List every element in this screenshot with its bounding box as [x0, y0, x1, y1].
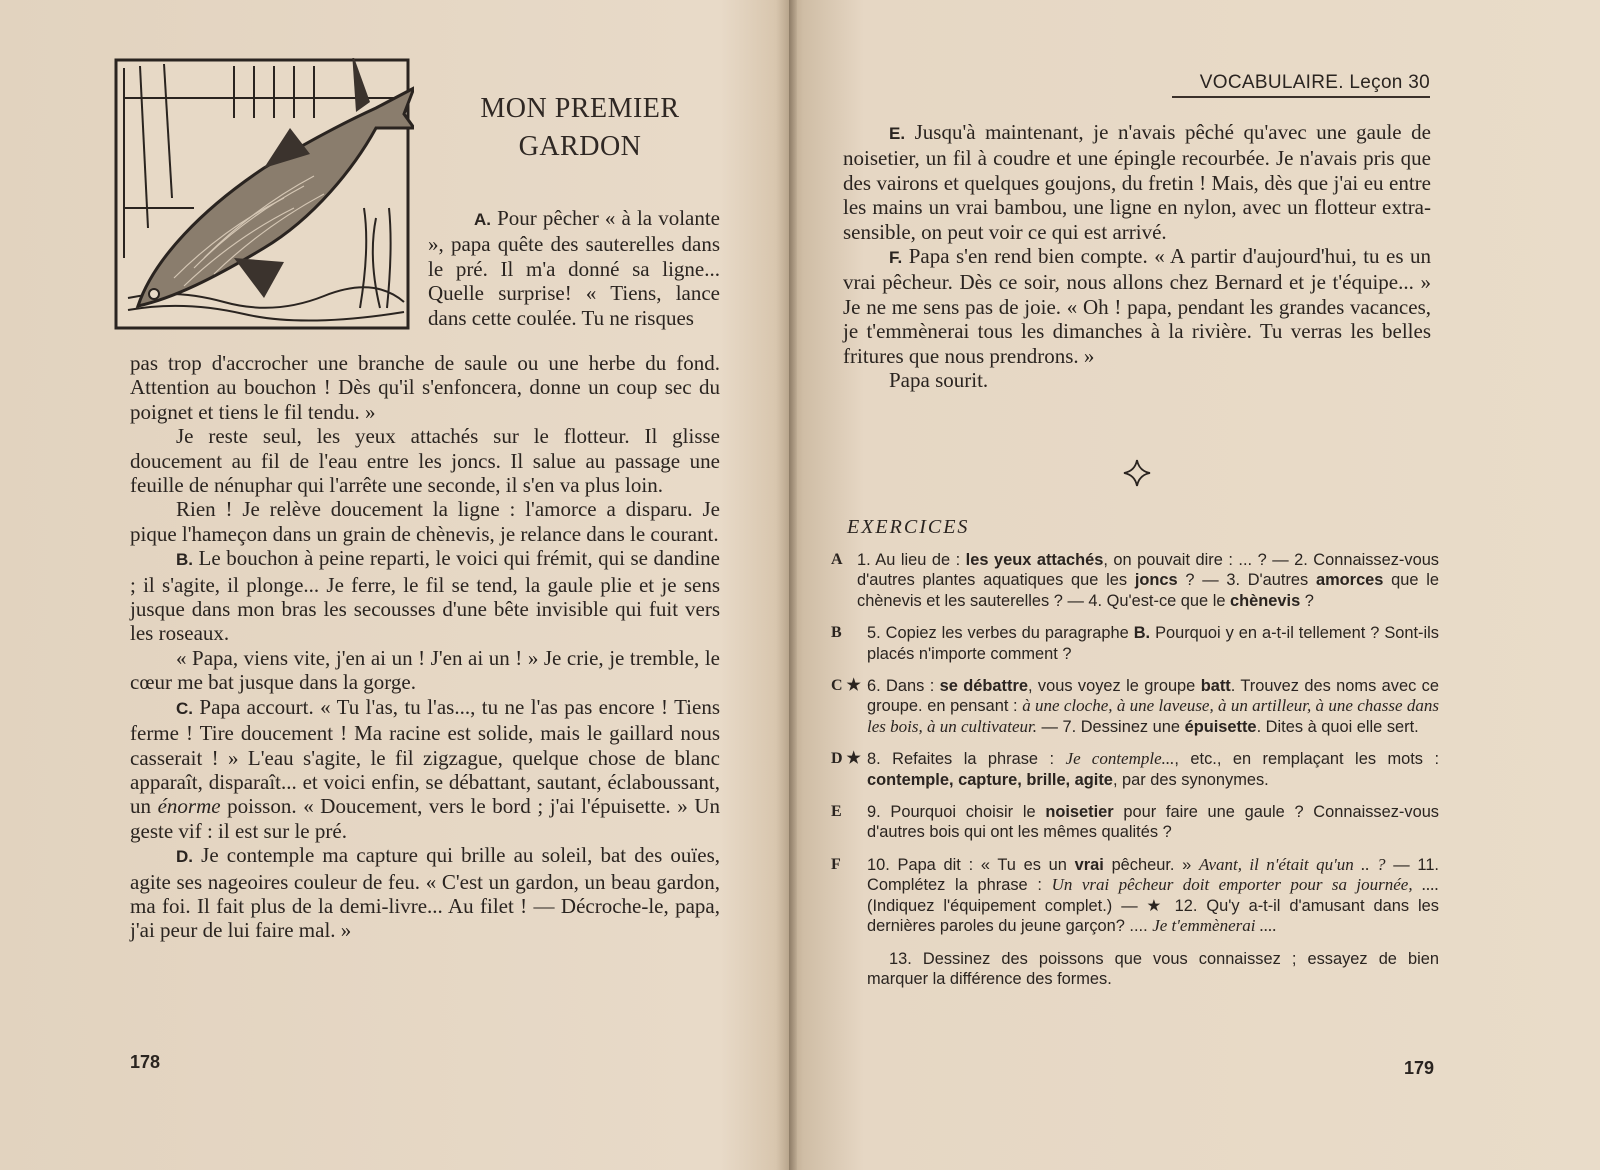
page-number-left: 178 [130, 1052, 161, 1072]
ex-c-italic-1: à une cloche, à une laveuse, à un artilleur, à une chasse dans les bois, à un cultivateur. [867, 696, 1439, 736]
ex-a-text-2: , on pouvait dire : ... ? — 2. Connaissez-vous d'autres plantes aquatiques que les [857, 551, 1439, 590]
ex-f-italic-3: Je t'emmènerai .... [1152, 916, 1277, 936]
ex-b-bold-1: B. [1133, 624, 1151, 643]
ex-b-text-2: Pourquoi y en a-t-il tellement ? Sont-ils placés n'importe comment ? [867, 624, 1439, 663]
ex-c-text-4: — 7. Dessinez une [1041, 717, 1181, 736]
ex-a-text-1: 1. Au lieu de : [857, 551, 961, 569]
ex-f-text-3: — 11. Complétez la phrase : [867, 855, 1439, 895]
exercise-13 [831, 949, 1439, 990]
exercise-b [831, 623, 1439, 664]
paragraph-marker-f: F. [889, 248, 903, 268]
ex-d-text-3: , par des synonymes. [1112, 770, 1269, 789]
paragraph-c-italic: énorme [157, 794, 221, 819]
ex-f-bold-1: vrai [1074, 855, 1104, 874]
ex-c-text-3: . Trouvez des noms avec ce groupe. en pensant : [867, 677, 1439, 716]
book-gutter [789, 0, 797, 1170]
exercise-letter-b: B [831, 624, 842, 642]
running-header: VOCABULAIRE. Leçon 30 [1172, 72, 1430, 98]
paragraph-a-start [428, 206, 720, 330]
ex-f-italic-2: Un vrai pêcheur doit emporter pour sa journée, .... [1051, 875, 1440, 895]
paragraph-sourit: Papa sourit. [889, 368, 989, 393]
exercise-f [831, 855, 1439, 937]
paragraph-d-text: Je contemple ma capture qui brille au soleil, bat des ouïes, agite ses nageoires couleur de feu. « C'est un gardon, un beau gardon, ma foi. Il fait plus de la demi-livre... Au filet ! — Décroche-le, papa, j'ai peur de lui faire mal. » [130, 843, 720, 943]
exercise-e [831, 802, 1439, 843]
exercise-letter-f: F [831, 855, 841, 873]
ex-a-bold-3: amorces [1315, 571, 1384, 590]
fish-woodcut-icon [114, 58, 414, 334]
exercise-letter-a: A [831, 551, 843, 568]
title-line-1: MON PREMIER [480, 93, 680, 124]
left-page-body [130, 351, 720, 943]
ex-b-text-1: 5. Copiez les verbes du paragraphe [867, 624, 1129, 643]
paragraph-a-text: Pour pêcher « à la volante », papa quête des sauterelles dans le pré. Il m'a donné sa ligne... Quelle surprise! « Tiens, lance dans cette coulée. Tu ne risques [428, 206, 721, 330]
title-line-2: GARDON [518, 131, 642, 162]
paragraph-c-text-2: poisson. « Doucement, vers le bord ; j'ai l'épuisette. » Un geste vif : il est sur le pré. [130, 794, 720, 843]
ex-c-text-5: . Dites à quoi elle sert. [1256, 717, 1419, 736]
ex-c-bold-2: batt [1200, 677, 1231, 696]
ex-d-italic-1: Je contemple... [1065, 749, 1175, 769]
exercise-letter-c: C ★ [831, 677, 861, 695]
ex-c-text-1: 6. Dans : [867, 677, 935, 696]
exercises-list [831, 550, 1439, 1001]
right-page-body [843, 120, 1431, 392]
ex-a-text-4: que le chènevis et les sauterelles ? — 4. Qu'est-ce que le [857, 571, 1439, 610]
ex-e-text-2: pour faire une gaule ? Connaissez-vous d'autres bois qui ont les mêmes qualités ? [867, 803, 1440, 842]
ex-a-text-5: ? [1304, 591, 1314, 610]
ex-e-text-1: 9. Pourquoi choisir le [867, 803, 1036, 822]
paragraph-e-text: Jusqu'à maintenant, je n'avais pêché qu'avec une gaule de noisetier, un fil à coudre et une épingle recourbée. Je n'avais pris que des vairons et quelques goujons, du fretin ! Mais, dès que j'ai eu entre les mains un vrai bambou, une ligne en nylon, avec un flotteur extra-sensible, on peut voir ce qui est arrivé. [843, 120, 1431, 244]
ex-a-bold-1: les yeux attachés [965, 551, 1104, 569]
exercise-d [831, 749, 1439, 790]
paragraph-marker-e: E. [889, 124, 906, 143]
ex-d-text-2: , etc., en remplaçant les mots : [1174, 750, 1439, 769]
paragraph-a-continuation: pas trop d'accrocher une branche de saule ou une herbe du fond. Attention au bouchon ! Dès qu'il s'enfoncera, donne un coup sec du poignet et tiens le fil tendu. » [130, 351, 720, 424]
paragraph-marker-c: C. [176, 698, 193, 718]
page-number-right: 179 [1404, 1058, 1435, 1078]
paragraph-marker-d: D. [176, 847, 193, 867]
four-point-star-icon [1122, 458, 1152, 488]
exercises-title: EXERCICES [847, 516, 970, 538]
ex-e-bold-1: noisetier [1045, 803, 1114, 822]
exercise-a [831, 550, 1439, 611]
ex-d-bold-1: contemple, capture, brille, agite [867, 770, 1113, 789]
exercise-letter-d: D ★ [831, 750, 861, 768]
ex-c-bold-3: épuisette [1184, 717, 1257, 736]
left-page [0, 0, 790, 1170]
ex-f-text-4: (Indiquez l'équipement complet.) — ★ 12. Qu'y a-t-il d'amusant dans les dernières paroles du jeune garçon? .... [867, 896, 1439, 936]
ex-f-text-2: pêcheur. » [1111, 855, 1192, 874]
story-title [470, 90, 690, 166]
paragraph-reste: Je reste seul, les yeux attachés sur le flotteur. Il glisse doucement au fil de l'eau entre les joncs. Il salue au passage une feuille de nénuphar qui l'arrête une seconde, il s'en va plus loin. [130, 424, 720, 498]
ex-a-text-3: ? — 3. D'autres [1185, 571, 1309, 590]
ex-13-text: 13. Dessinez des poissons que vous connaissez ; essayez de bien marquer la différence des formes. [867, 949, 1439, 988]
paragraph-rien: Rien ! Je relève doucement la ligne : l'amorce a disparu. Je pique l'hameçon dans un grain de chènevis, je relance dans le courant. [130, 497, 720, 546]
paragraph-c-text-1: Papa accourt. « Tu l'as, tu l'as..., tu ne l'as pas encore ! Tiens ferme ! Tire doucement ! Ma racine est solide, mais le gaillard nous casserait ! » L'eau s'agite, le fil zigzague, quelque chose de blanc apparaît, disparaît... et voici enfin, se débattant, sautant, éclaboussant, un [130, 694, 721, 819]
right-page [797, 0, 1600, 1170]
ex-f-text-1: 10. Papa dit : « Tu es un [867, 855, 1067, 874]
paragraph-b-text: Le bouchon à peine reparti, le voici qui frémit, qui se dandine ; il s'agite, il plonge... Je ferre, le fil se tend, la gaule plie et je sens jusque dans mon bras les secousses d'une bête invisible qui fuit vers les roseaux. [130, 546, 720, 646]
exercise-letter-e: E [831, 803, 842, 821]
paragraph-f-text: Papa s'en rend bien compte. « A partir d'aujourd'hui, tu es un vrai pêcheur. Dès ce soir, nous allons chez Bernard et je t'équipe... » Je ne me sens pas de joie. « Oh ! papa, pendant les grandes vacances, je t'emmènerai tous les dimanches à la rivière. Tu verras les belles fritures que nous prendrons. » [843, 244, 1431, 368]
ex-c-text-2: , vous voyez le groupe [1027, 677, 1196, 696]
ex-a-bold-4: chènevis [1230, 591, 1301, 610]
paragraph-papa: « Papa, viens vite, j'en ai un ! J'en ai un ! » Je crie, je tremble, le cœur me bat jusque dans la gorge. [130, 645, 720, 695]
paragraph-marker-a: A. [474, 210, 491, 229]
exercise-c [831, 676, 1439, 737]
ex-c-bold-1: se débattre [939, 677, 1028, 696]
paragraph-marker-b: B. [176, 550, 193, 570]
ex-d-text-1: 8. Refaites la phrase : [867, 750, 1055, 769]
ex-f-italic-1: Avant, il n'était qu'un .. ? [1199, 854, 1386, 874]
ex-a-bold-2: joncs [1134, 571, 1178, 590]
